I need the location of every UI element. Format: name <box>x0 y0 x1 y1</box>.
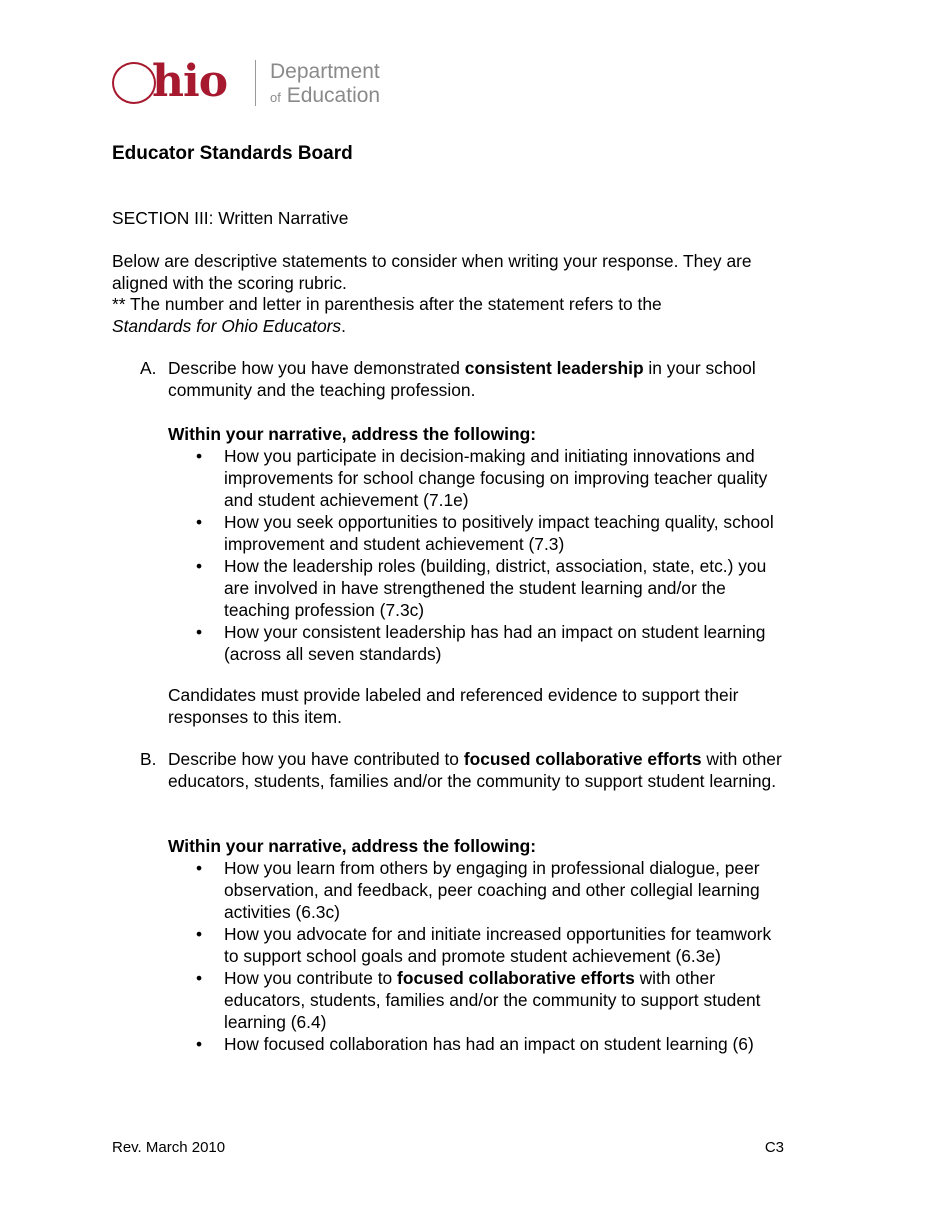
logo-education: Education <box>286 84 381 107</box>
item-a-subheading: Within your narrative, address the following: <box>168 424 536 444</box>
list-item <box>168 968 788 1033</box>
logo-department: Department <box>270 60 380 83</box>
logo-o-circle <box>112 62 156 104</box>
logo-department-text <box>270 60 380 110</box>
logo-of-education <box>270 84 380 110</box>
list-item: • How you seek opportunities to positively impact teaching quality, school improvement and student achievement (7.3) <box>168 512 788 556</box>
bullet-post: with other educators, students, families and/or the community to support student learning (6.4) <box>224 967 761 1032</box>
intro-note-text: ** The number and letter in parenthesis after the statement refers to the <box>112 294 662 315</box>
bullet-pre: How you contribute to <box>224 967 398 988</box>
item-a-bullet-list <box>168 446 788 666</box>
list-item: • How you advocate for and initiate increased opportunities for teamwork to support school goals and promote student achievement (6.3e) <box>168 924 788 968</box>
item-b-post: with other educators, students, families and/or the community to support student learning. <box>168 749 782 791</box>
item-a-letter: A. <box>140 358 157 378</box>
item-b-pre: Describe how you have contributed to <box>168 749 464 769</box>
intro-text <box>112 251 792 337</box>
intro-note-end: . <box>341 315 346 336</box>
standards-reference: Standards for Ohio Educators <box>112 315 342 336</box>
page-number: C3 <box>764 1139 784 1156</box>
list-item: • How the leadership roles (building, district, association, state, etc.) you are involved in have strengthened the student learning and/or the teaching profession (7.3c) <box>168 556 788 621</box>
intro-note <box>112 294 792 337</box>
intro-paragraph: Below are descriptive statements to consider when writing your response. They are aligned with the scoring rubric. <box>112 251 752 293</box>
ohio-department-of-education-logo <box>112 56 412 110</box>
list-item: • How you learn from others by engaging in professional dialogue, peer observation, and feedback, peer coaching and other collegial learning activities (6.3c) <box>168 858 788 923</box>
item-b-prompt <box>168 749 788 793</box>
item-b-subheading: Within your narrative, address the following: <box>168 836 536 856</box>
list-item: • How focused collaboration has had an impact on student learning (6) <box>168 1034 788 1056</box>
page-heading: Educator Standards Board <box>112 143 353 164</box>
list-item: • How you participate in decision-making and initiating innovations and improvements for school change focusing on improving teacher quality and student achievement (7.1e) <box>168 446 788 511</box>
item-a-post: in your school community and the teaching profession. <box>168 358 756 400</box>
logo-of: of <box>270 90 281 105</box>
item-a-pre: Describe how you have demonstrated <box>168 358 465 378</box>
section-title: SECTION III: Written Narrative <box>112 208 349 228</box>
logo-ohio-wordmark: hio <box>152 56 228 107</box>
revision-date: Rev. March 2010 <box>112 1139 226 1156</box>
item-b-bullet-list <box>168 858 788 1056</box>
item-b-bold: focused collaborative efforts <box>463 749 702 769</box>
item-b-letter: B. <box>140 749 157 769</box>
item-a-prompt <box>168 358 788 402</box>
item-a-bold: consistent leadership <box>464 358 644 378</box>
list-item: • How your consistent leadership has had an impact on student learning (across all seven standards) <box>168 622 788 666</box>
bullet-bold: focused collaborative efforts <box>397 967 635 988</box>
logo-divider <box>255 60 256 106</box>
item-a-closing: Candidates must provide labeled and referenced evidence to support their responses to this item. <box>168 685 739 727</box>
